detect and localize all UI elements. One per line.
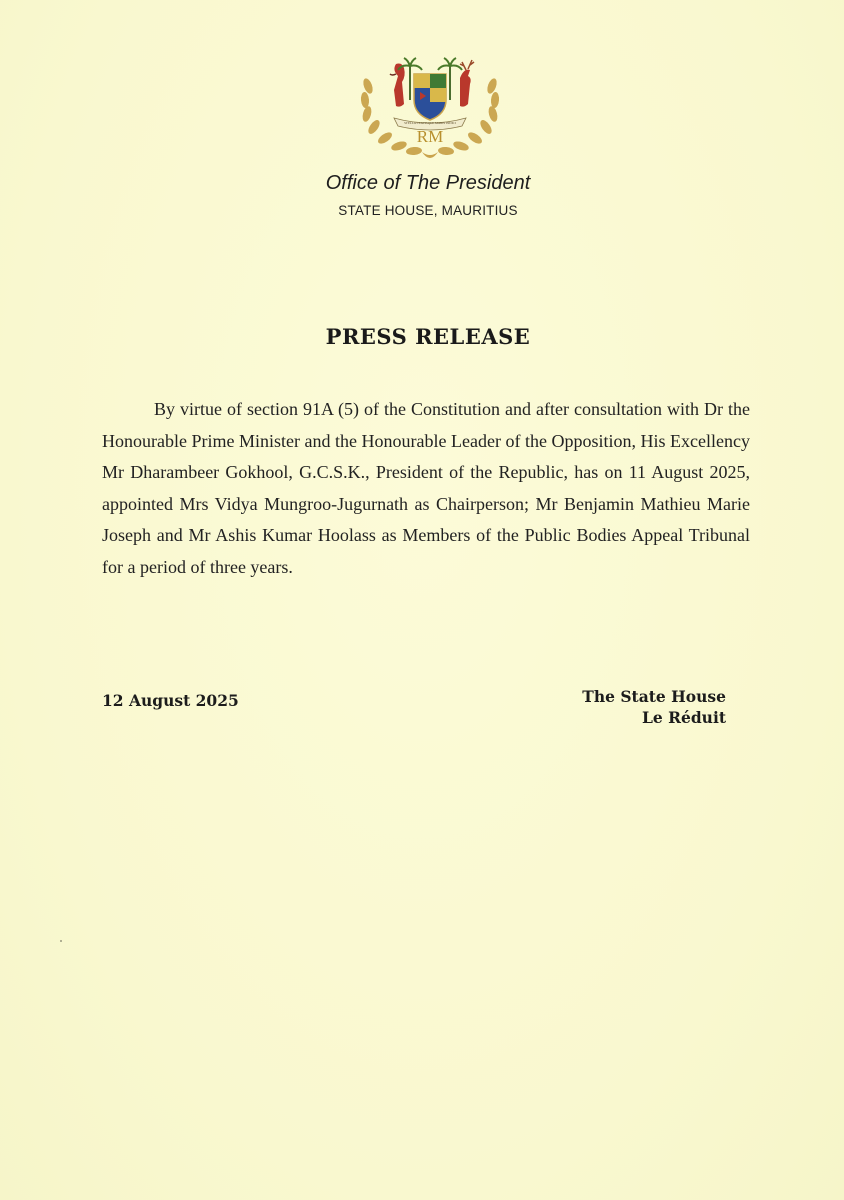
place-line-1: The State House: [582, 687, 726, 706]
emblem-monogram-text: RM: [416, 127, 444, 146]
office-location: STATE HOUSE, MAURITIUS: [338, 203, 518, 218]
release-place: [582, 686, 726, 728]
emblem-motto-text: STELLA CLAVISQUE MARIS INDICI: [404, 121, 456, 125]
press-release-body: By virtue of section 91A (5) of the Constitution and after consultation with Dr the Honourable Prime Minister and the Honourable Leader of the Opposition, His Excellency Mr Dharambeer Gokhool, G.C.S.K., President of the Republic, has on 11 August 2025, appointed Mrs Vidya Mungroo-Jugurnath as Chairperson; Mr Benjamin Mathieu Marie Joseph and Mr Ashis Kumar Hoolass as Members of the Public Bodies Appeal Tribunal for a period of three years.: [102, 399, 750, 577]
coat-of-arms-emblem: [356, 56, 504, 160]
release-date: 12 August 2025: [102, 691, 239, 710]
paper-speck: [60, 940, 62, 942]
place-line-2: Le Réduit: [641, 708, 726, 727]
document-title: PRESS RELEASE: [325, 324, 531, 349]
office-title: Office of The President: [325, 172, 531, 194]
